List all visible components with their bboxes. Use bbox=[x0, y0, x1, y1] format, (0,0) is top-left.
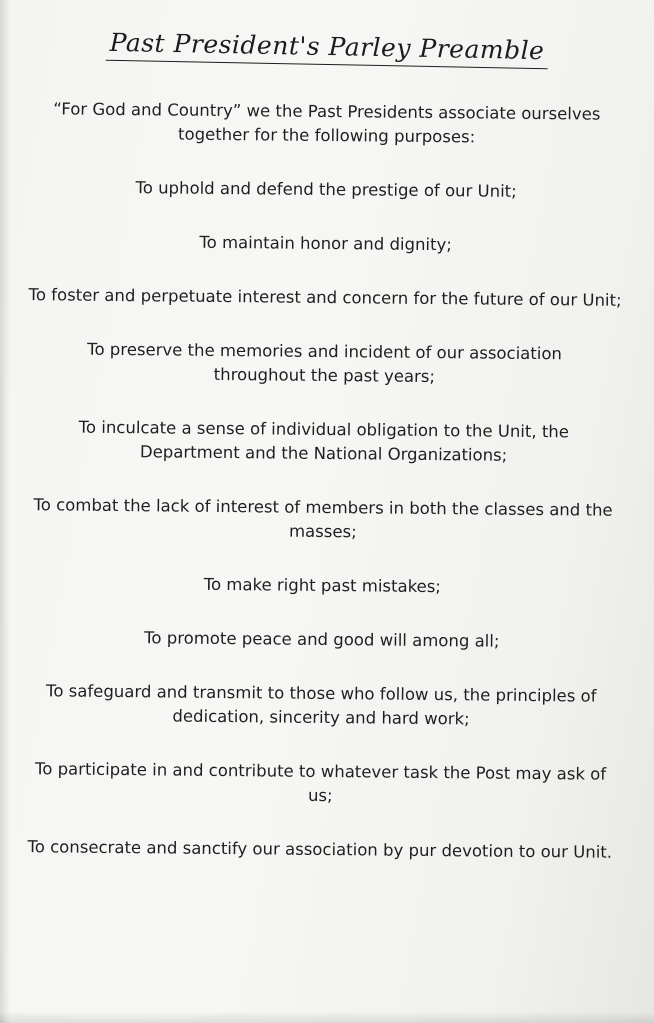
preamble-intro: “For God and Country” we the Past Presidents associate ourselves together for the following purposes: bbox=[53, 99, 601, 147]
document-body bbox=[0, 97, 654, 895]
purpose-item: To combat the lack of interest of members in both the classes and the masses; bbox=[33, 495, 613, 542]
purpose-item: To preserve the memories and incident of our association throughout the past years; bbox=[87, 339, 563, 387]
document-title-text: Past President's Parley Preamble bbox=[105, 28, 548, 69]
purpose-item: To consecrate and sanctify our association by pur devotion to our Unit. bbox=[27, 837, 613, 862]
page-bottom-edge bbox=[0, 1011, 654, 1023]
purpose-item: To inculcate a sense of individual obligation to the Unit, the Department and the National Organizations; bbox=[78, 417, 570, 465]
purpose-item: To safeguard and transmit to those who follow us, the principles of dedication, sincerity and hard work; bbox=[46, 681, 597, 729]
purpose-item: To promote peace and good will among all; bbox=[144, 628, 500, 651]
purpose-item: To maintain honor and dignity; bbox=[199, 232, 452, 255]
purpose-item: To participate in and contribute to whatever task the Post may ask of us; bbox=[34, 759, 607, 806]
purpose-item: To make right past mistakes; bbox=[203, 574, 442, 597]
document-title bbox=[0, 26, 654, 72]
purpose-item: To foster and perpetuate interest and concern for the future of our Unit; bbox=[28, 285, 622, 310]
purpose-item: To uphold and defend the prestige of our Unit; bbox=[135, 178, 517, 201]
